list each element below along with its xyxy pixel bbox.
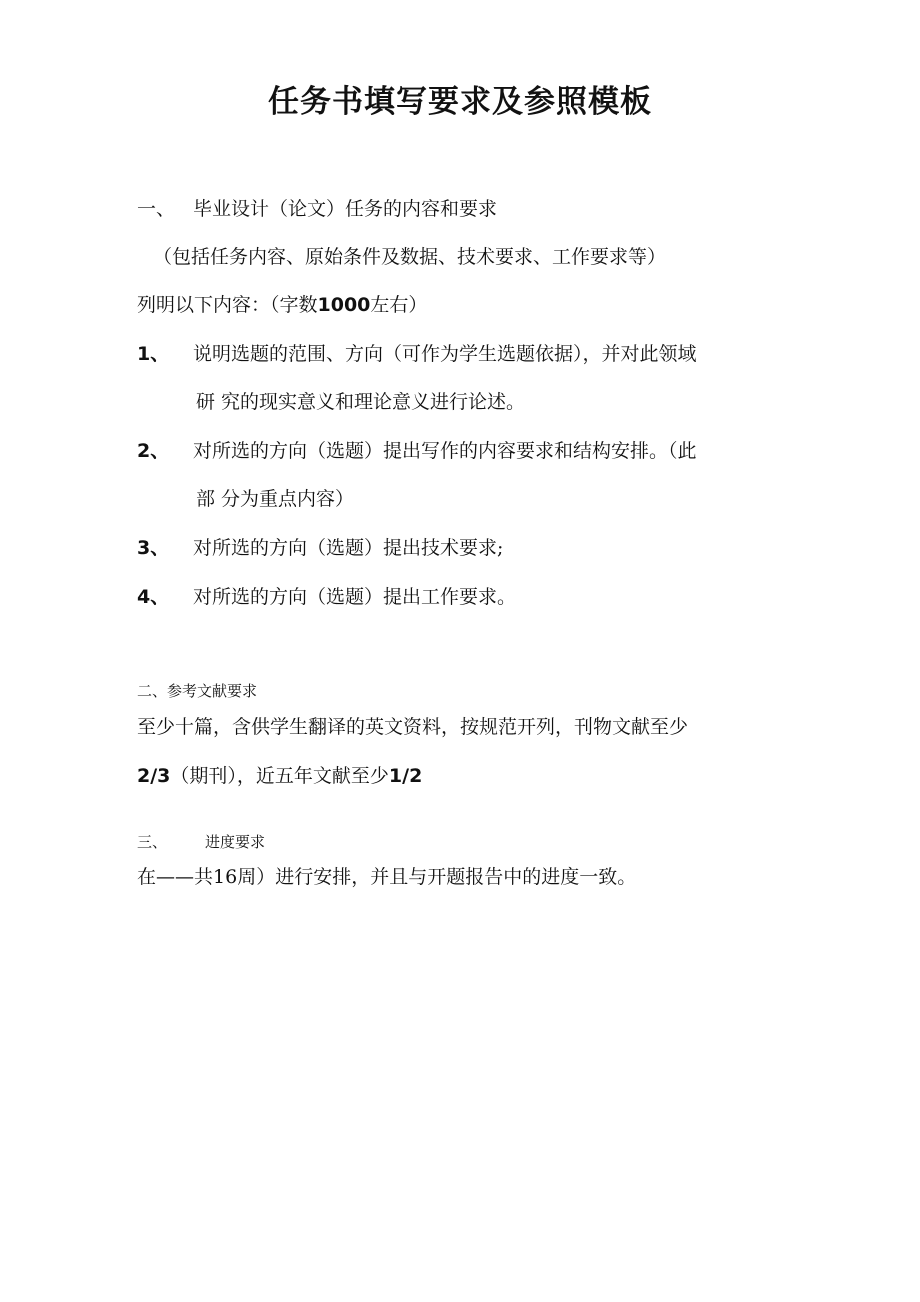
intro-prefix: 列明以下内容：（字数 xyxy=(137,294,318,316)
list-item-4-text: 对所选的方向（选题）提出工作要求。 xyxy=(193,586,517,608)
section2-text: （期刊），近五年文献至少 xyxy=(170,765,389,787)
section1-intro xyxy=(137,290,427,320)
section3-text-a: 在——共 xyxy=(137,866,214,888)
list-item-1-number: 1、 xyxy=(137,343,170,365)
list-item-2-line1 xyxy=(137,436,697,466)
section3-heading-line xyxy=(137,827,265,857)
section2-line2 xyxy=(137,761,422,791)
section1-subtitle: （包括任务内容、原始条件及数据、技术要求、工作要求等） xyxy=(153,246,667,268)
list-item-4-number: 4、 xyxy=(137,586,170,608)
section2-fraction-a: 2/3 xyxy=(137,765,171,787)
intro-count: 1000 xyxy=(317,294,371,316)
list-item-2-number: 2、 xyxy=(137,440,170,462)
list-item-4 xyxy=(137,582,516,612)
list-item-3-number: 3、 xyxy=(137,537,170,559)
section3-number: 三、 xyxy=(137,833,168,851)
section2-heading: 二、参考文献要求 xyxy=(137,682,258,700)
list-item-2-line2: 部 分为重点内容） xyxy=(196,488,355,510)
section2-line1: 至少十篇，含供学生翻译的英文资料，按规范开列，刊物文献至少 xyxy=(137,716,689,738)
section3-text-c: 周）进行安排，并且与开题报告中的进度一致。 xyxy=(237,866,637,888)
section3-line xyxy=(137,862,636,892)
list-item-3 xyxy=(137,533,503,563)
section1-number: 一、 xyxy=(137,198,176,220)
list-item-2-text: 对所选的方向（选题）提出写作的内容要求和结构安排。（此 xyxy=(193,440,697,462)
list-item-3-text: 对所选的方向（选题）提出技术要求; xyxy=(193,537,504,559)
section1-heading: 毕业设计（论文）任务的内容和要求 xyxy=(193,198,498,220)
section3-weeks: 16 xyxy=(213,866,238,888)
list-item-1-line2: 研 究的现实意义和理论意义进行论述。 xyxy=(196,391,526,413)
section2-fraction-b: 1/2 xyxy=(388,765,423,787)
list-item-1-text: 说明选题的范围、方向（可作为学生选题依据），并对此领域 xyxy=(193,343,697,365)
section1-heading-line xyxy=(137,194,497,224)
intro-suffix: 左右） xyxy=(370,294,428,316)
list-item-1-line1 xyxy=(137,339,697,369)
page-title: 任务书填写要求及参照模板 xyxy=(268,84,652,120)
section3-heading: 进度要求 xyxy=(205,833,266,851)
